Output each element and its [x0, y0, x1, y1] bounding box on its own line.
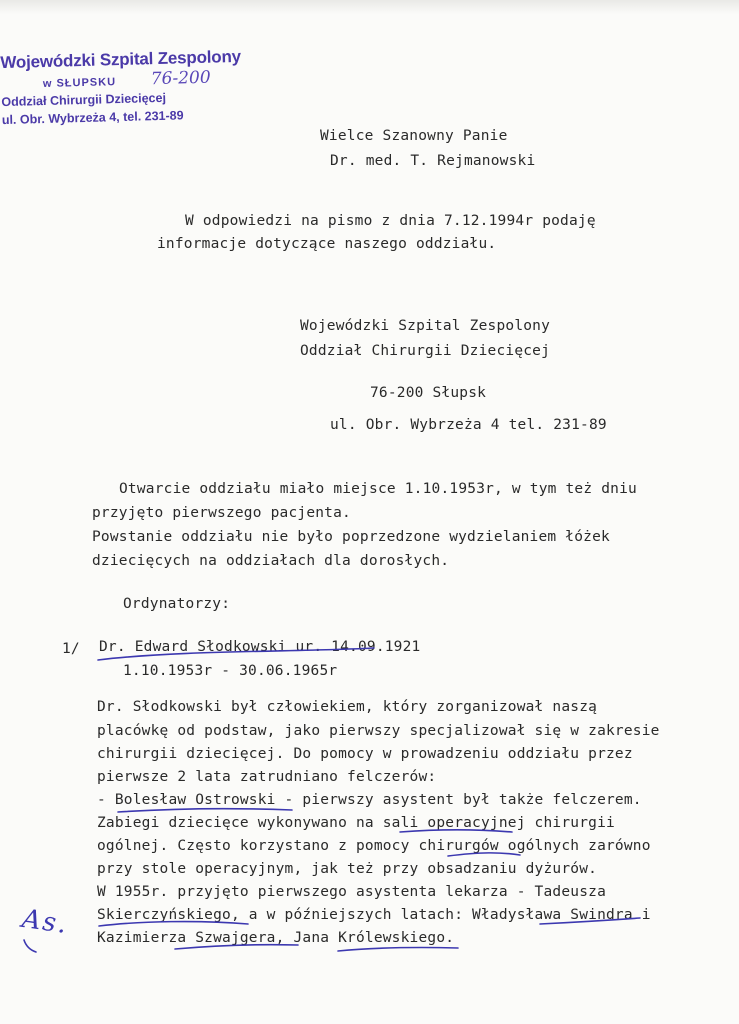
address-line-2: Oddział Chirurgii Dziecięcej — [300, 343, 551, 359]
body-line-10: Skierczyńskiego, a w późniejszych latach: Władysława Swindra i — [97, 907, 651, 923]
margin-handwritten-note: As. — [20, 903, 71, 941]
underline-ostrowski — [118, 809, 292, 812]
body-line-7: ogólnej. Często korzystano z pomocy chirurgów ogólnych zarówno — [97, 838, 651, 854]
section-heading: Ordynatorzy: — [123, 596, 231, 612]
scan-edge-shadow — [0, 0, 739, 14]
body-line-6: Zabiegi dziecięce wykonywano na sali operacyjnej chirurgii — [97, 815, 615, 831]
stamp-line-2: w SŁUPSKU — [42, 76, 117, 91]
history-line-2: przyjęto pierwszego pacjenta. — [92, 505, 351, 521]
body-line-1: Dr. Słodkowski był człowiekiem, który zorganizował naszą — [97, 699, 598, 715]
body-line-5: - Bolesław Ostrowski - pierwszy asystent był także felczerem. — [97, 792, 642, 808]
intro-line-1: W odpowiedzi na pismo z dnia 7.12.1994r podaję — [185, 213, 596, 229]
address-line-4: ul. Obr. Wybrzeża 4 tel. 231-89 — [330, 417, 607, 433]
address-line-3: 76-200 Słupsk — [370, 385, 487, 401]
body-line-2: placówkę od podstaw, jako pierwszy specjalizował się w zakresie — [97, 723, 660, 739]
entry-name-line: Dr. Edward Słodkowski ur. 14.09.1921 — [99, 639, 421, 655]
stamp-line-1: Wojewódzki Szpital Zespolony — [0, 46, 242, 73]
body-line-9: W 1955r. przyjęto pierwszego asystenta lekarza - Tadeusza — [97, 884, 606, 900]
stamp-line-4: ul. Obr. Wybrzeża 4, tel. 231-89 — [1, 108, 184, 128]
intro-line-2: informacje dotyczące naszego oddziału. — [157, 236, 497, 252]
body-line-11: Kazimierza Szwajgera, Jana Królewskiego. — [97, 930, 455, 946]
salutation-line-2: Dr. med. T. Rejmanowski — [330, 153, 536, 169]
body-line-8: przy stole operacyjnym, jak też przy obsadzaniu dyżurów. — [97, 861, 598, 877]
entry-dates-line: 1.10.1953r - 30.06.1965r — [123, 663, 338, 679]
stamp-handwritten-postcode: 76-200 — [150, 67, 211, 90]
history-line-1: Otwarcie oddziału miało miejsce 1.10.1953r, w tym też dniu — [119, 481, 637, 497]
history-line-3: Powstanie oddziału nie było poprzedzone wydzielaniem łóżek — [92, 529, 610, 545]
history-line-4: dziecięcych na oddziałach dla dorosłych. — [92, 553, 450, 569]
entry-number: 1/ — [62, 641, 80, 657]
body-line-4: pierwsze 2 lata zatrudniano felczerów: — [97, 769, 437, 785]
hospital-stamp — [0, 45, 242, 128]
margin-mark — [24, 940, 36, 952]
salutation-line-1: Wielce Szanowny Panie — [320, 128, 508, 144]
underline-krolewskiego — [338, 947, 458, 951]
body-line-3: chirurgii dziecięcej. Do pomocy w prowadzeniu oddziału przez — [97, 746, 633, 762]
address-line-1: Wojewódzki Szpital Zespolony — [300, 318, 551, 334]
stamp-line-3: Oddział Chirurgii Dziecięcej — [1, 90, 167, 110]
